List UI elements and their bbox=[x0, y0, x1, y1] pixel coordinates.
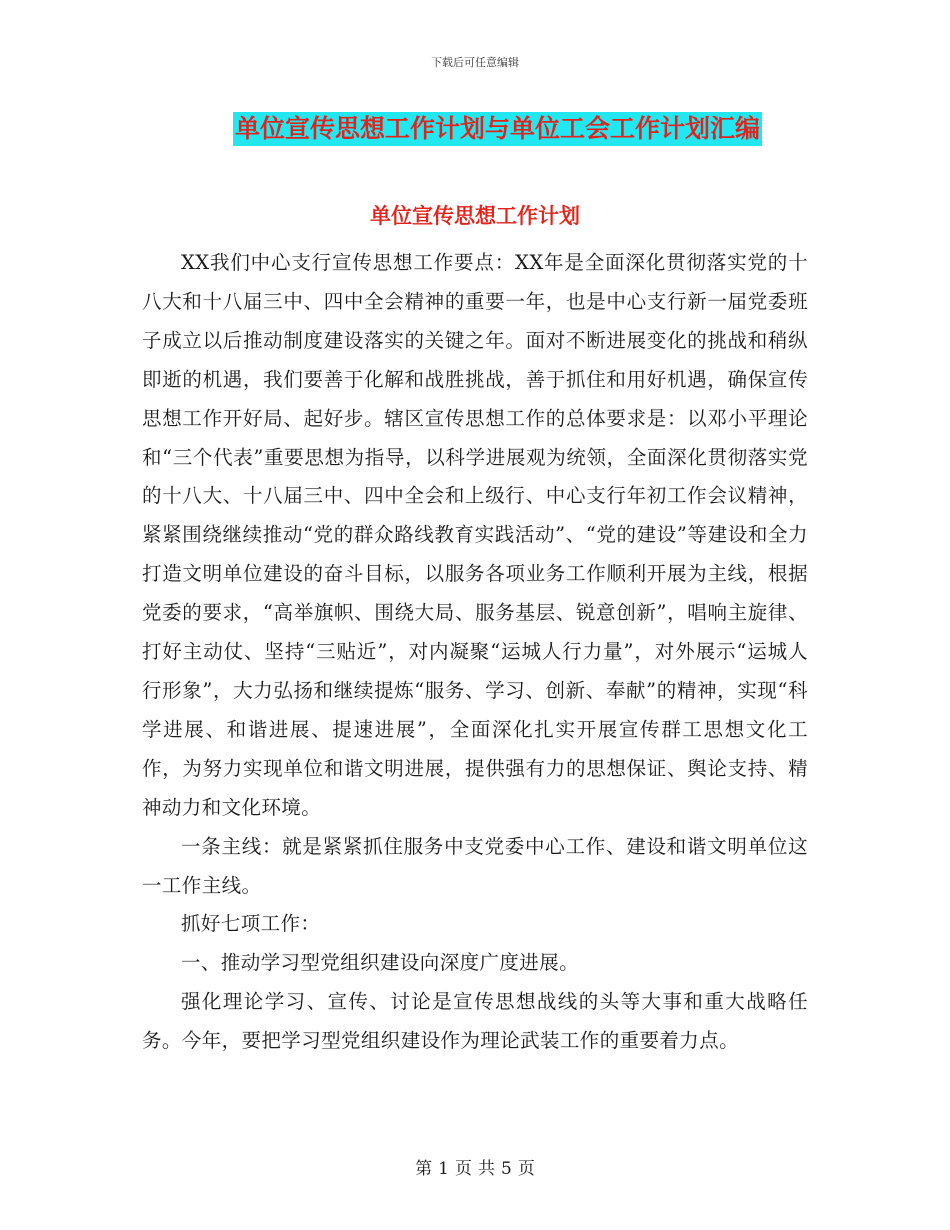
paragraph-intro: XX我们中心支行宣传思想工作要点：XX年是全面深化贯彻落实党的十八大和十八届三中、四中全会精神的重要一年，也是中心支行新一届党委班子成立以后推动制度建设落实的关键之年。面对不断进展变化的挑战和稍纵即逝的机遇，我们要善于化解和战胜挑战，善于抓住和用好机遇，确保宣传思想工作开好局、起好步。辖区宣传思想工作的总体要求是：以邓小平理论和“三个代表”重要思想为指导，以科学进展观为统领，全面深化贯彻落实党的十八大、十八届三中、四中全会和上级行、中心支行年初工作会议精神，紧紧围绕继续推动“党的群众路线教育实践活动”、“党的建设”等建设和全力打造文明单位建设的奋斗目标，以服务各项业务工作顺利开展为主线，根据党委的要求，“高举旗帜、围绕大局、服务基层、锐意创新”，唱响主旋律、打好主动仗、坚持“三贴近”，对内凝聚“运城人行力量”，对外展示“运城人行形象”，大力弘扬和继续提炼“服务、学习、创新、奉献”的精神，实现“科学进展、和谐进展、提速进展”，全面深化扎实开展宣传群工思想文化工作，为努力实现单位和谐文明进展，提供强有力的思想保证、舆论支持、精神动力和文化环境。 bbox=[142, 251, 808, 819]
document-title-container bbox=[0, 112, 950, 146]
section-title: 单位宣传思想工作计划 bbox=[370, 204, 580, 228]
footer-prefix: 第 bbox=[415, 1159, 433, 1179]
footer-total-pages: 5 bbox=[501, 1159, 512, 1179]
paragraph-main-line: 一条主线：就是紧紧抓住服务中支党委中心工作、建设和谐文明单位这一工作主线。 bbox=[142, 834, 808, 897]
footer-current-page: 1 bbox=[438, 1159, 449, 1179]
page-footer bbox=[0, 1154, 950, 1179]
footer-page-word: 页 bbox=[455, 1159, 472, 1179]
document-body bbox=[142, 244, 808, 1061]
paragraph-heading-one: 一、推动学习型党组织建设向深度广度进展。 bbox=[181, 951, 580, 975]
footer-total-prefix: 共 bbox=[478, 1159, 495, 1179]
paragraph-theory-study: 强化理论学习、宣传、讨论是宣传思想战线的头等大事和重大战略任务。今年，要把学习型党组织建设作为理论武装工作的重要着力点。 bbox=[142, 990, 808, 1053]
footer-suffix: 页 bbox=[517, 1159, 535, 1179]
document-title: 单位宣传思想工作计划与单位工会工作计划汇编 bbox=[233, 112, 762, 146]
paragraph-seven-tasks: 抓好七项工作： bbox=[181, 912, 321, 936]
header-note: 下载后可任意编辑 bbox=[431, 56, 519, 69]
